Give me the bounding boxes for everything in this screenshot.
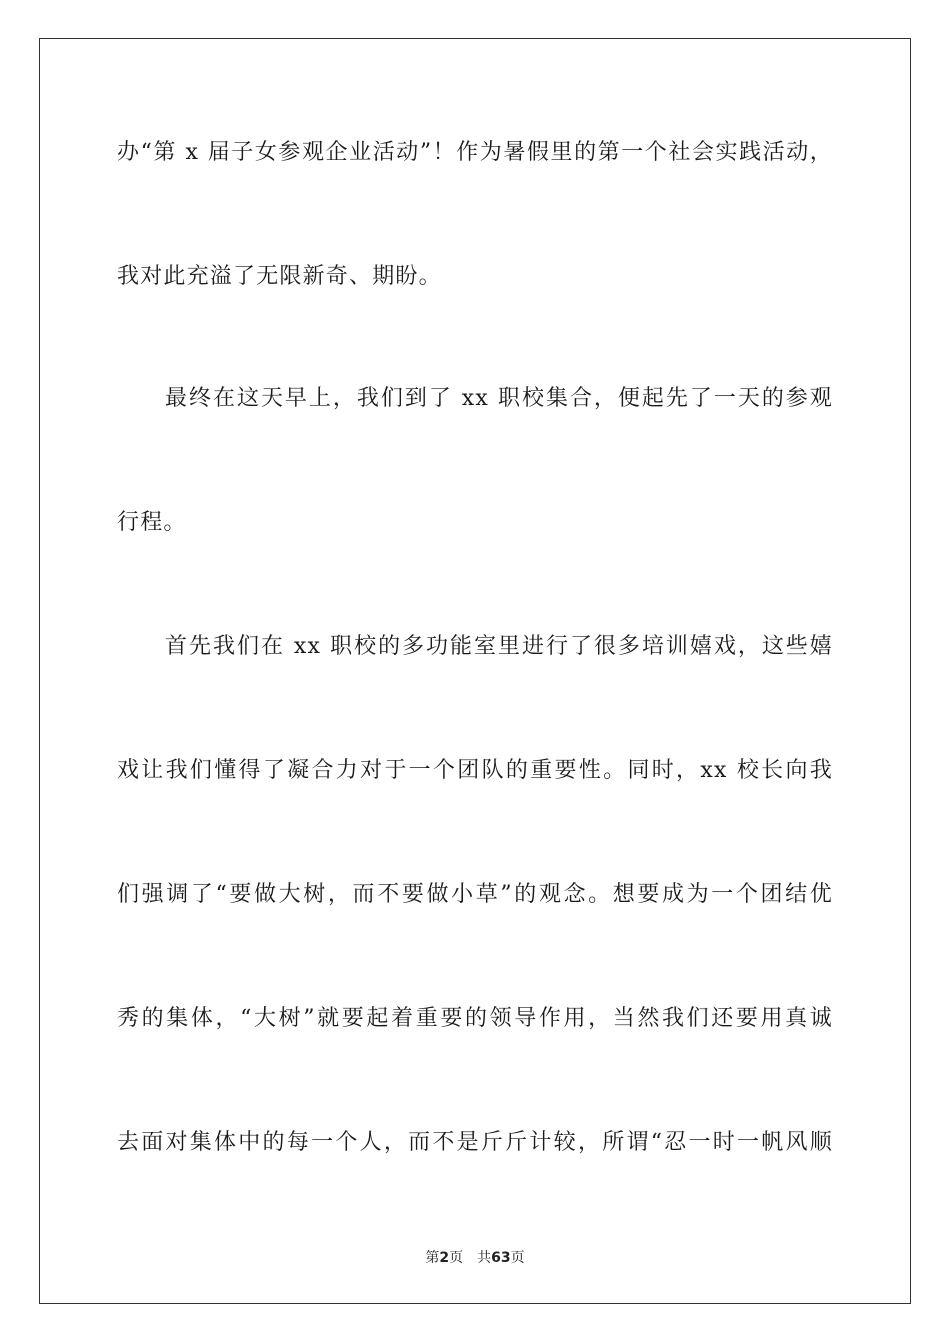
paragraph-line-3: 最终在这天早上，我们到了 xx 职校集合，便起先了一天的参观 [165, 386, 833, 411]
paragraph-line-5: 首先我们在 xx 职校的多功能室里进行了很多培训嬉戏，这些嬉 [165, 634, 833, 659]
paragraph-line-8: 秀的集体，“大树”就要起着重要的领导作用，当然我们还要用真诚 [117, 1006, 833, 1031]
paragraph-line-2: 我对此充溢了无限新奇、期盼。 [117, 264, 442, 289]
total-label-suffix: 页 [510, 1250, 525, 1266]
page-border [39, 38, 911, 1304]
page-label-suffix: 页 [449, 1250, 464, 1266]
page-footer [0, 1248, 950, 1268]
paragraph-line-4: 行程。 [117, 510, 187, 535]
paragraph-line-9: 去面对集体中的每一个人，而不是斤斤计较，所谓“忍一时一帆风顺 [117, 1130, 833, 1155]
paragraph-line-6: 戏让我们懂得了凝合力对于一个团队的重要性。同时，xx 校长向我 [117, 758, 833, 783]
page-number: 2 [439, 1250, 450, 1266]
paragraph-line-1: 办“第 x 届子女参观企业活动”！作为暑假里的第一个社会实践活动， [117, 140, 833, 165]
page-label-prefix: 第 [425, 1250, 440, 1266]
total-pages: 63 [491, 1250, 511, 1266]
total-label-prefix: 共 [477, 1250, 492, 1266]
paragraph-line-7: 们强调了“要做大树，而不要做小草”的观念。想要成为一个团结优 [117, 882, 833, 907]
